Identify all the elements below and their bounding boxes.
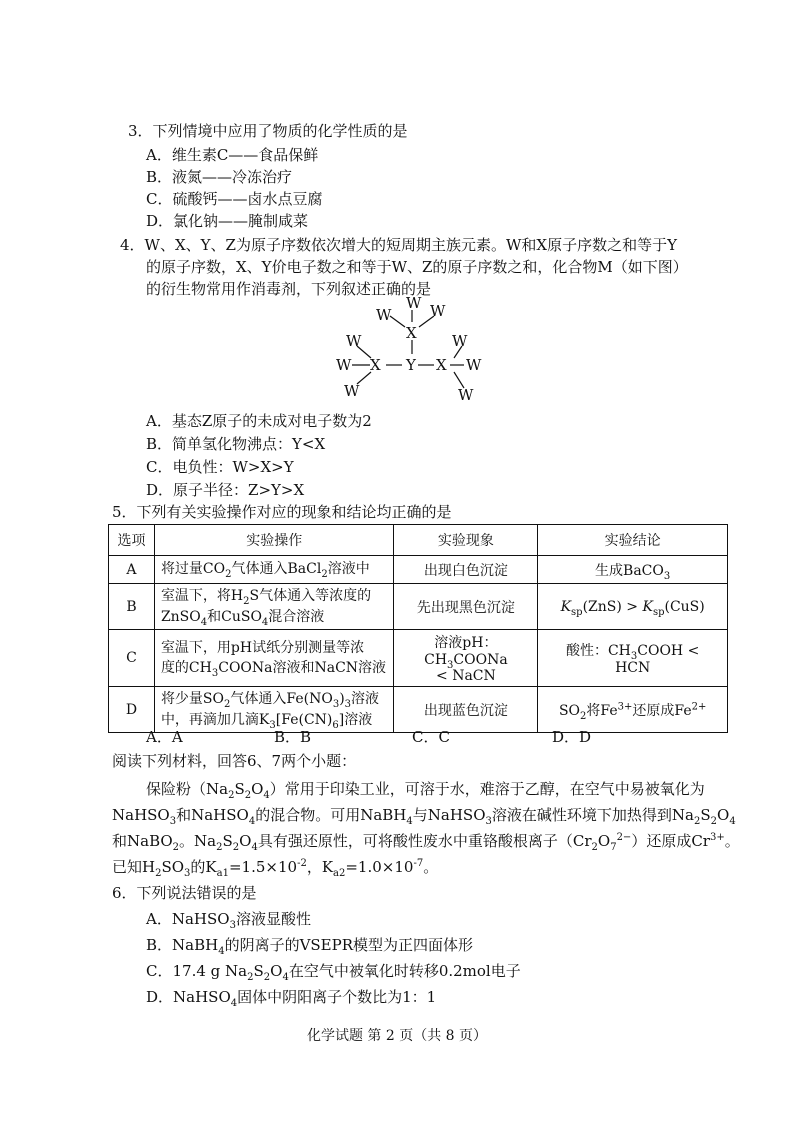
passage-intro: 阅读下列材料，回答6、7两个小题：	[112, 752, 357, 770]
q3-option-b: B．液氮——冷冻治疗	[146, 168, 293, 186]
table-row	[109, 630, 728, 687]
header-phenomenon: 实验现象	[394, 525, 538, 556]
q6-stem: 6．下列说法错误的是	[112, 884, 257, 902]
row-label: A	[109, 556, 155, 584]
table-header-row	[109, 525, 728, 556]
q5-answer-b: B．B	[274, 728, 312, 746]
header-option: 选项	[109, 525, 155, 556]
q6-option-b: B．NaBH$_4$的阴离子的VSEPR模型为正四面体形	[146, 936, 474, 957]
operation-cell: 将少量$SO_2$气体通入$Fe(NO_3)_3$溶液 中，再滴加几滴$K_3[Fe(CN)_6]$溶液	[154, 687, 394, 733]
header-operation: 实验操作	[154, 525, 394, 556]
atom-y: Y	[406, 356, 416, 374]
atom-x: X	[406, 324, 417, 342]
q4-option-a: A．基态Z原子的未成对电子数为2	[146, 412, 372, 430]
passage-line4: 已知$H_2SO_3$的$K_{a1}=1.5\times 10^{-2}$，$K_{a2}=1.0\times 10^{-7}$。	[112, 858, 439, 879]
table-row	[109, 584, 728, 630]
phenomenon-cell: 先出现黑色沉淀	[394, 584, 538, 630]
atom-w: W	[336, 356, 352, 374]
q3-stem: 3．下列情境中应用了物质的化学性质的是	[128, 122, 408, 140]
atom-x: X	[370, 356, 381, 374]
table-row	[109, 687, 728, 733]
header-conclusion: 实验结论	[538, 525, 728, 556]
q3-option-c: C．硫酸钙——卤水点豆腐	[146, 190, 323, 208]
atom-w: W	[406, 294, 422, 312]
atom-w: W	[430, 302, 446, 320]
q6-option-c: C．17.4 g $Na_2S_2O_4$在空气中被氧化时转移0.2mol电子	[146, 962, 521, 983]
atom-w: W	[346, 332, 362, 350]
operation-cell: 室温下，将$H_2S$气体通入等浓度的 ZnSO$_4$和CuSO$_4$混合溶液	[154, 584, 394, 630]
atom-w: W	[466, 356, 482, 374]
q4-option-c: C．电负性：W>X>Y	[146, 458, 294, 476]
row-label: B	[109, 584, 155, 630]
q4-option-b: B．简单氢化物沸点：Y<X	[146, 435, 326, 453]
q6-option-a: A．NaHSO$_3$溶液显酸性	[146, 910, 311, 931]
conclusion-cell: 生成BaCO$_3$	[538, 556, 728, 584]
q4-stem-line2: 的原子序数，X、Y价电子数之和等于W、Z的原子序数之和，化合物M（如下图）	[146, 258, 688, 276]
experiment-table	[108, 524, 728, 733]
conclusion-cell: 酸性：$CH_3COOH$ < HCN	[538, 630, 728, 687]
row-label: C	[109, 630, 155, 687]
q4-stem-line3: 的衍生物常用作消毒剂，下列叙述正确的是	[146, 280, 432, 298]
molecule-m-diagram	[330, 296, 500, 406]
q5-answer-a: A．A	[146, 728, 183, 746]
table-row	[109, 556, 728, 584]
q6-option-d: D．NaHSO$_4$固体中阴阳离子个数比为1：1	[146, 988, 437, 1009]
conclusion-cell: $K_{sp}(ZnS) > K_{sp}(CuS)$	[538, 584, 728, 630]
q4-option-d: D．原子半径：Z>Y>X	[146, 481, 305, 499]
phenomenon-cell: 出现白色沉淀	[394, 556, 538, 584]
q5-answer-c: C．C	[412, 728, 450, 746]
atom-w: W	[376, 306, 392, 324]
passage-line1: 保险粉$(Na_2S_2O_4)$常用于印染工业，可溶于水，难溶于乙醇，在空气中易被氧化为	[146, 780, 705, 801]
page-footer: 化学试题 第 2 页（共 8 页）	[306, 1028, 488, 1044]
q5-answer-d: D．D	[552, 728, 592, 746]
conclusion-cell: $SO_2$将$Fe^{3+}$还原成$Fe^{2+}$	[538, 687, 728, 733]
atom-w: W	[458, 386, 474, 404]
atom-x: X	[436, 356, 447, 374]
atom-w: W	[344, 382, 360, 400]
passage-line3: 和NaBO$_2$。$Na_2S_2O_4$具有强还原性，可将酸性废水中重铬酸根离子$(Cr_2O_7^{2-})$还原成$Cr^{3+}$。	[112, 832, 740, 853]
phenomenon-cell: 溶液pH：$CH_3COONa$ < NaCN	[394, 630, 538, 687]
q4-stem-line1: 4．W、X、Y、Z为原子序数依次增大的短周期主族元素。W和X原子序数之和等于Y	[120, 236, 677, 254]
phenomenon-cell: 出现蓝色沉淀	[394, 687, 538, 733]
q3-option-d: D．氯化钠——腌制咸菜	[146, 212, 309, 230]
operation-cell: 室温下，用pH试纸分别测量等浓 度的$CH_3COONa$溶液和NaCN溶液	[154, 630, 394, 687]
q5-stem: 5．下列有关实验操作对应的现象和结论均正确的是	[112, 503, 452, 521]
passage-line2: NaHSO$_3$和NaHSO$_4$的混合物。可用NaBH$_4$与NaHSO$_3$溶液在碱性环境下加热得到$Na_2S_2O_4$	[112, 806, 736, 827]
q3-option-a: A．维生素C——食品保鲜	[146, 146, 319, 164]
row-label: D	[109, 687, 155, 733]
operation-cell: 将过量$CO_2$气体通入BaCl$_2$溶液中	[154, 556, 394, 584]
atom-w: W	[452, 332, 468, 350]
